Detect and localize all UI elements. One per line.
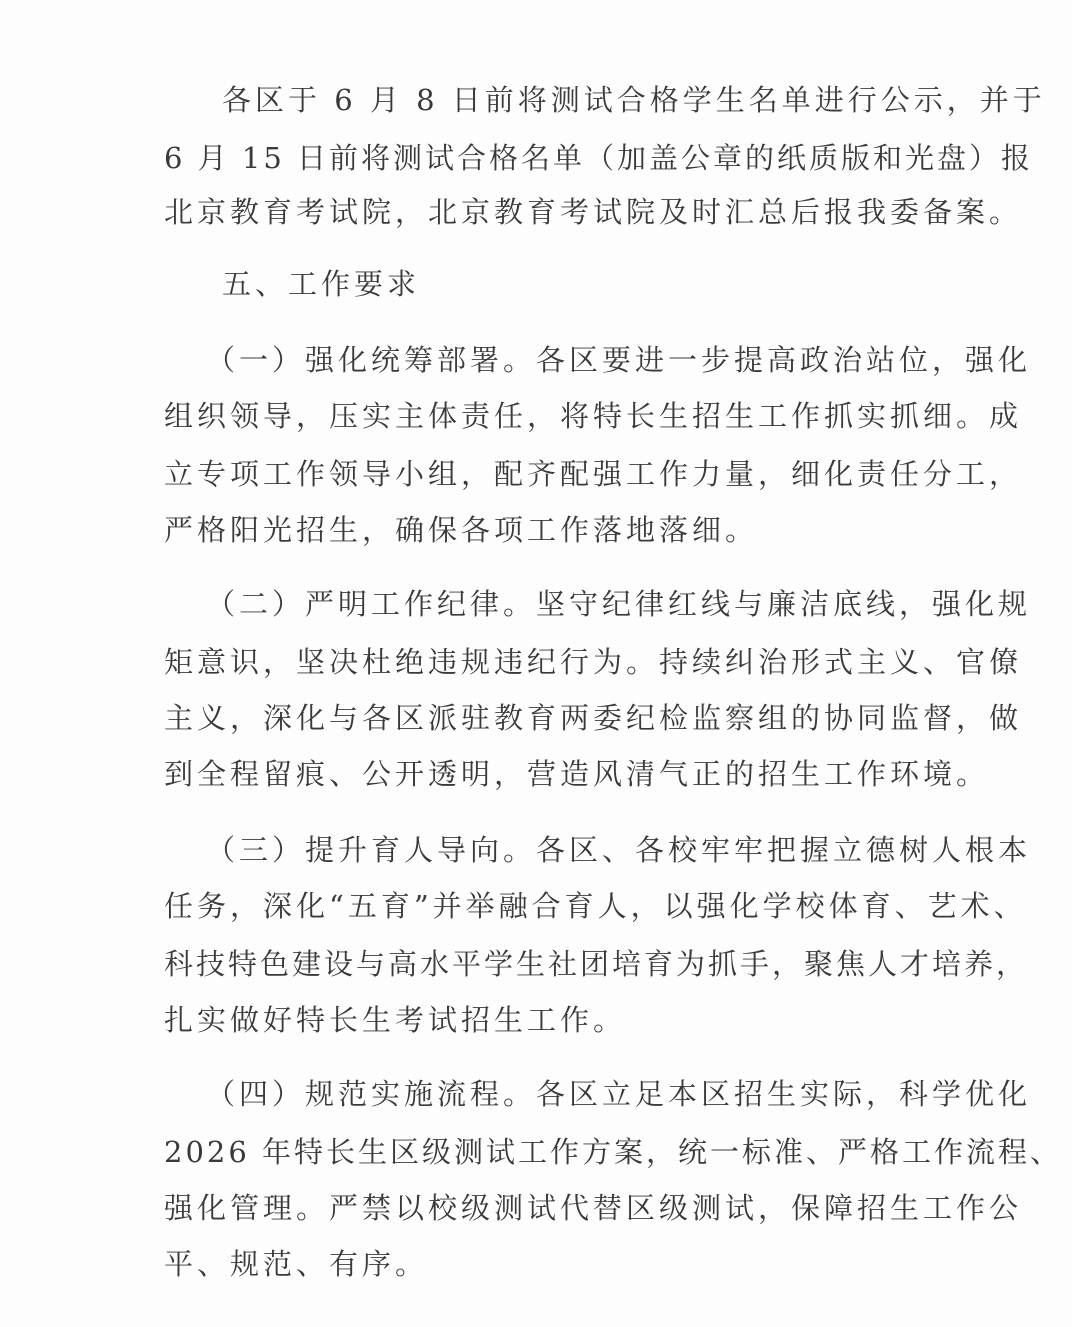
item1-line3: 立专项工作领导小组，配齐配强工作力量，细化责任分工， (164, 457, 1023, 491)
item2-line3: 主义，深化与各区派驻教育两委纪检监察组的协同监督，做 (164, 701, 1023, 735)
item4-line4: 平、规范、有序。 (164, 1247, 429, 1281)
paragraph1-line1: 各区于 6 月 8 日前将测试合格学生名单进行公示，并于 (222, 83, 1046, 117)
item2-line1: （二）严明工作纪律。坚守纪律红线与廉洁底线，强化规 (206, 587, 1032, 621)
item4-line3: 强化管理。严禁以校级测试代替区级测试，保障招生工作公 (164, 1191, 1023, 1225)
item3-line4: 扎实做好特长生考试招生工作。 (164, 1003, 627, 1037)
item3-line3: 科技特色建设与高水平学生社团培育为抓手，聚焦人才培养， (164, 947, 1029, 981)
item4-line1: （四）规范实施流程。各区立足本区招生实际，科学优化 (206, 1077, 1032, 1111)
item1-line1: （一）强化统筹部署。各区要进一步提高政治站位，强化 (206, 343, 1032, 377)
item3-line2: 任务，深化“五育”并举融合育人，以强化学校体育、艺术、 (164, 889, 1027, 923)
section-heading: 五、工作要求 (222, 267, 421, 301)
item3-line1: （三）提升育人导向。各区、各校牢牢把握立德树人根本 (206, 833, 1032, 867)
item2-line2: 矩意识，坚决杜绝违规违纪行为。持续纠治形式主义、官僚 (164, 645, 1023, 679)
paragraph1-line2: 6 月 15 日前将测试合格名单（加盖公章的纸质版和光盘）报 (164, 141, 1034, 175)
item4-line2: 2026 年特长生区级测试工作方案，统一标准、严格工作流程、 (164, 1135, 1063, 1169)
item2-line4: 到全程留痕、公开透明，营造风清气正的招生工作环境。 (164, 757, 990, 791)
item1-line2: 组织领导，压实主体责任，将特长生招生工作抓实抓细。成 (164, 399, 1023, 433)
paragraph1-line3: 北京教育考试院，北京教育考试院及时汇总后报我委备案。 (164, 195, 1023, 229)
item1-line4: 严格阳光招生，确保各项工作落地落细。 (164, 513, 759, 547)
